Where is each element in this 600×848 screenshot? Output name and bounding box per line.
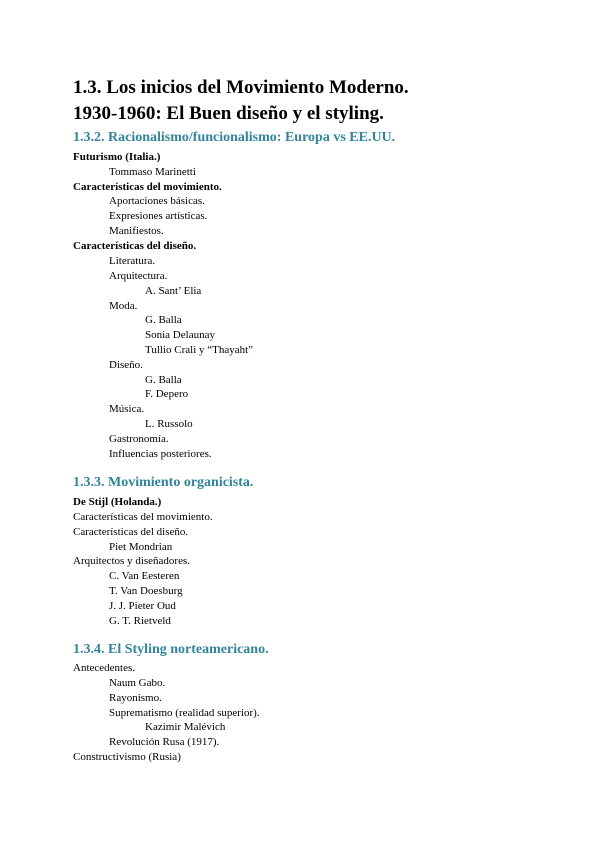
outline-item: Características del movimiento. <box>73 181 222 193</box>
outline-item: Suprematismo (realidad superior). <box>109 707 260 719</box>
section-heading-1-3-2: 1.3.2. Racionalismo/funcionalismo: Europa vs EE.UU. <box>73 130 396 145</box>
outline-item: Arquitectura. <box>109 270 168 282</box>
section-heading-1-3-3: 1.3.3. Movimiento organicista. <box>73 475 254 490</box>
outline-item: Tommaso Marinetti <box>109 166 196 178</box>
outline-item: Naum Gabo. <box>109 677 166 689</box>
outline-item: Revolución Rusa (1917). <box>109 736 220 748</box>
outline-item: L. Russolo <box>145 418 193 430</box>
outline-item: Gastronomía. <box>109 433 169 445</box>
outline-item: Literatura. <box>109 255 156 267</box>
outline-item: Diseño. <box>109 359 143 371</box>
document-title-line-1: 1.3. Los inicios del Movimiento Moderno. <box>73 77 409 98</box>
outline-item: Futurismo (Italia.) <box>73 151 161 163</box>
outline-item: Sonia Delaunay <box>145 329 215 341</box>
outline-item: Características del diseño. <box>73 240 197 252</box>
outline-item: J. J. Pieter Oud <box>109 600 176 612</box>
outline-item: G. Balla <box>145 374 182 386</box>
outline-item: Música. <box>109 403 145 415</box>
outline-item: Expresiones artísticas. <box>109 210 208 222</box>
outline-item: Arquitectos y diseñadores. <box>73 555 190 567</box>
outline-item: Constructivismo (Rusia) <box>73 751 181 763</box>
outline-item: G. T. Rietveld <box>109 615 171 627</box>
outline-item: Moda. <box>109 300 138 312</box>
document-title-line-2: 1930-1960: El Buen diseño y el styling. <box>73 103 384 124</box>
outline-item: Tullio Crali y “Thayaht” <box>145 344 254 356</box>
outline-item: F. Depero <box>145 388 189 400</box>
outline-item: Características del diseño. <box>73 526 189 538</box>
outline-item: Kazimir Malévich <box>145 721 226 733</box>
outline-item: G. Balla <box>145 314 182 326</box>
outline-item: Aportaciones básicas. <box>109 195 205 207</box>
outline-item: T. Van Doesburg <box>109 585 183 597</box>
outline-item: C. Van Eesteren <box>109 570 180 582</box>
outline-item: De Stijl (Holanda.) <box>73 496 162 508</box>
section-heading-1-3-4: 1.3.4. El Styling norteamericano. <box>73 642 269 657</box>
outline-item: Piet Mondrian <box>109 541 173 553</box>
outline-item: Antecedentes. <box>73 662 135 674</box>
outline-item: A. Sant’ Elia <box>145 285 202 297</box>
outline-item: Manifiestos. <box>109 225 164 237</box>
outline-item: Influencias posteriores. <box>109 448 212 460</box>
outline-item: Rayonismo. <box>109 692 162 704</box>
outline-item: Características del movimiento. <box>73 511 213 523</box>
